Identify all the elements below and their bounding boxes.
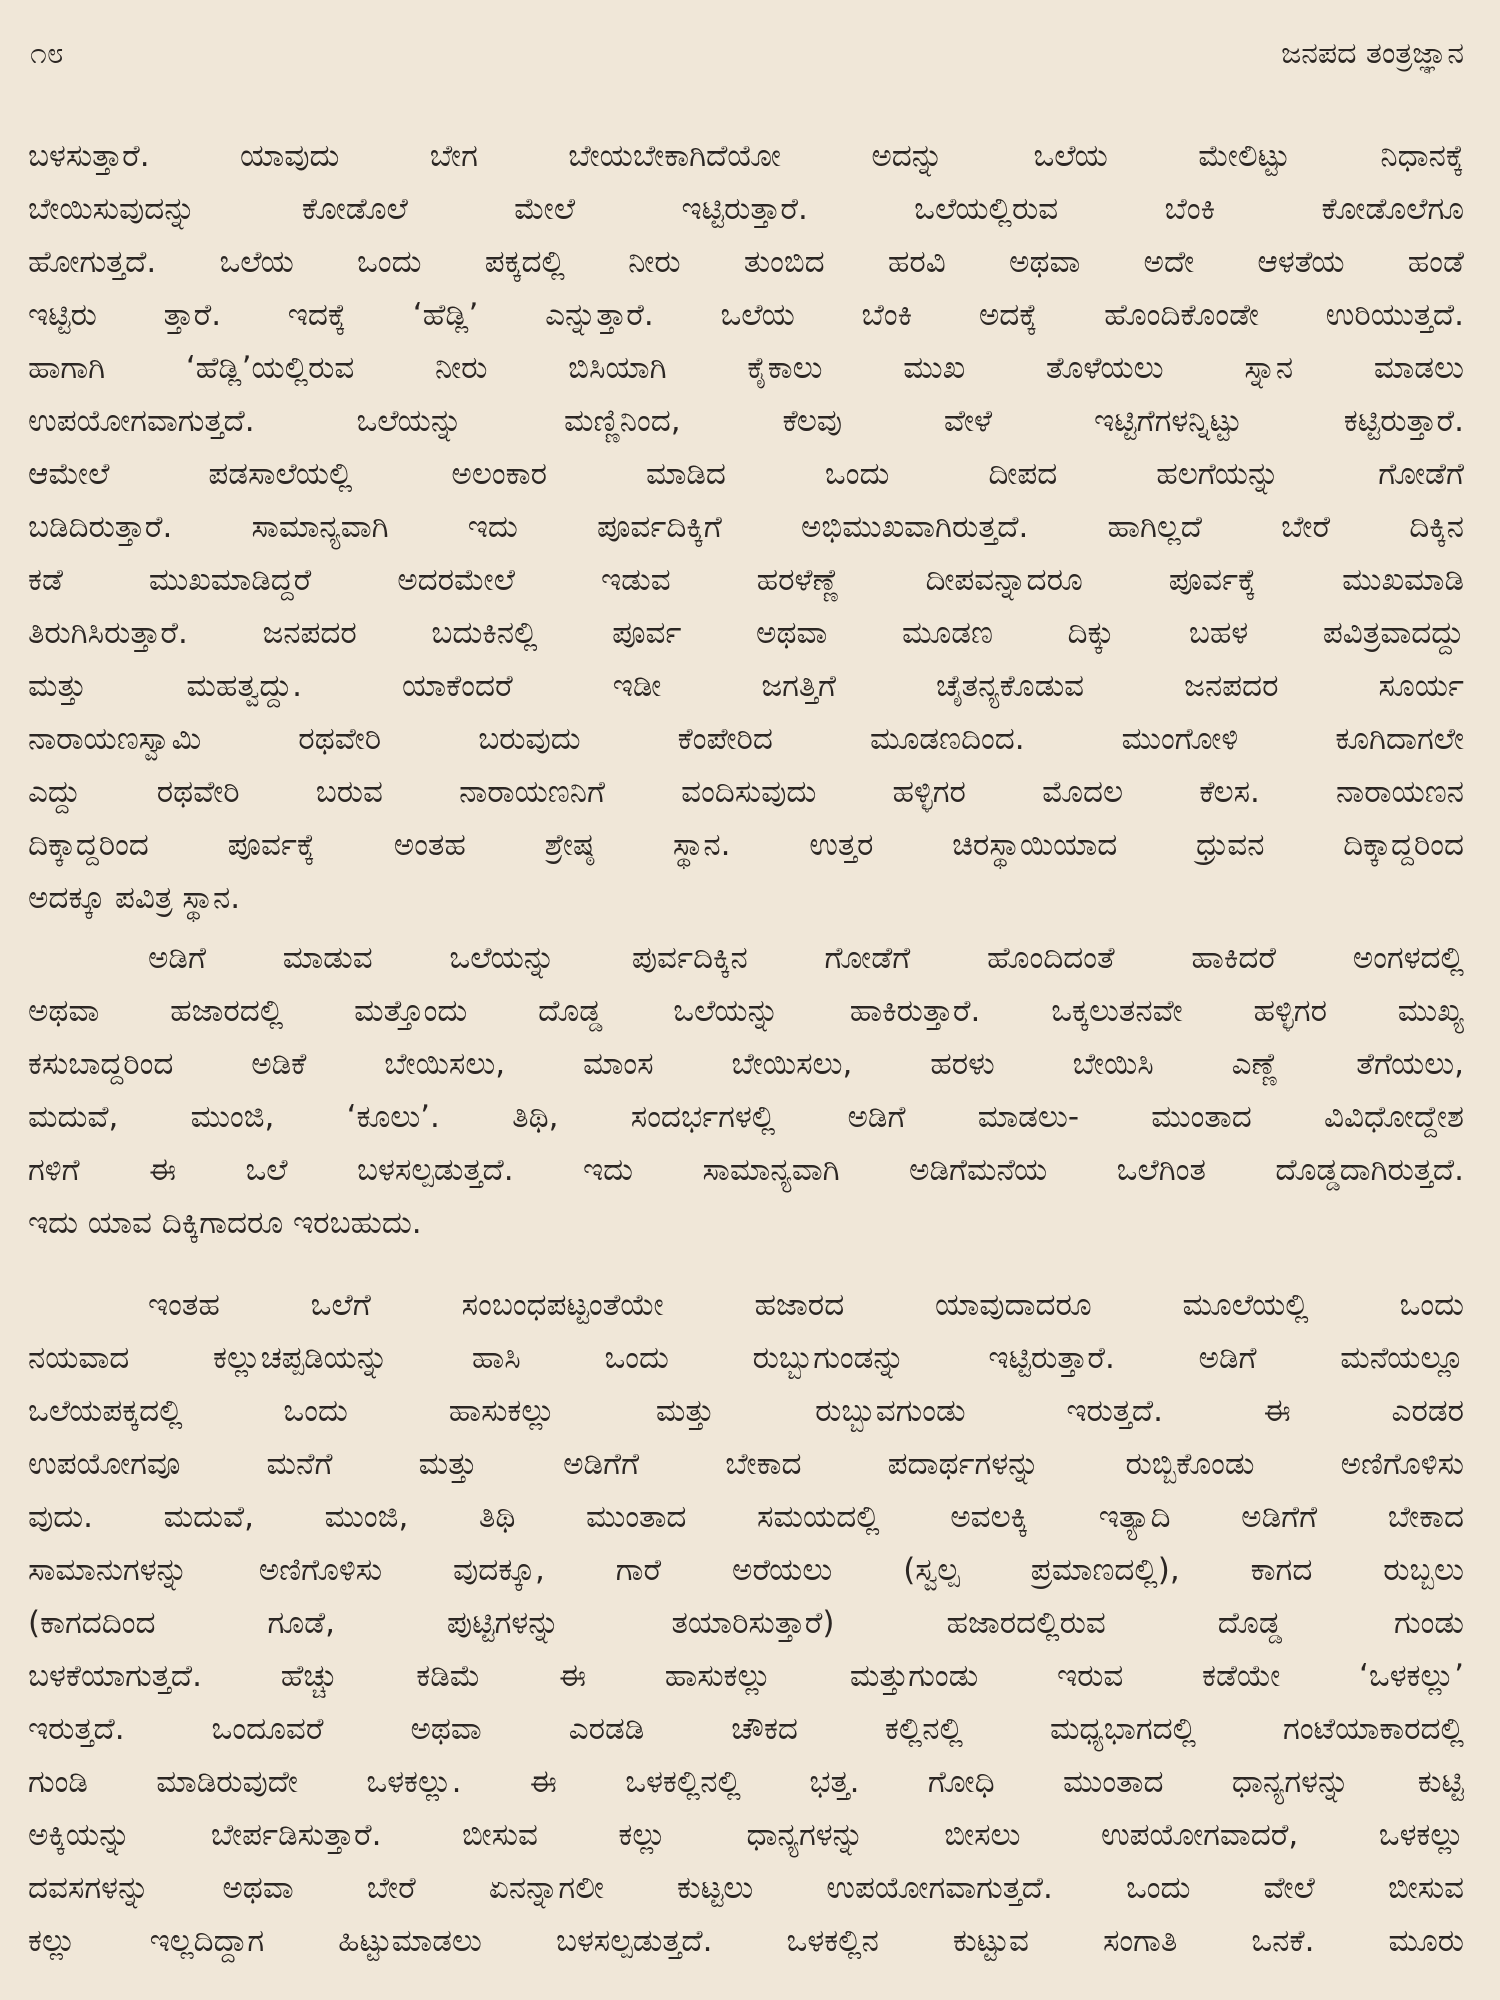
- text-line: ಬಡಿದಿರುತ್ತಾರೆ. ಸಾಮಾನ್ಯವಾಗಿ ಇದು ಪೂರ್ವದಿಕ್ಕಿಗೆ ಅಭಿಮುಖವಾಗಿರುತ್ತದೆ. ಹಾಗಿಲ್ಲದೆ ಬೇರೆ ದಿಕ್ಕಿನ: [28, 509, 1464, 545]
- text-line: ಬಳಕೆಯಾಗುತ್ತದೆ. ಹೆಚ್ಚು ಕಡಿಮೆ ಈ ಹಾಸುಕಲ್ಲು ಮತ್ತುಗುಂಡು ಇರುವ ಕಡೆಯೇ ‘ಒಳಕಲ್ಲು’: [28, 1658, 1464, 1694]
- text-line: ಉಪಯೋಗವೂ ಮನೆಗೆ ಮತ್ತು ಅಡಿಗೆಗೆ ಬೇಕಾದ ಪದಾರ್ಥಗಳನ್ನು ರುಬ್ಬಿಕೊಂಡು ಅಣಿಗೊಳಿಸು: [28, 1446, 1464, 1482]
- text-line: ಅದಕ್ಕೂ ಪವಿತ್ರ ಸ್ಥಾನ.: [28, 880, 241, 916]
- paragraph-3: [28, 1279, 1464, 1968]
- text-line: ನಾರಾಯಣಸ್ವಾಮಿ ರಥವೇರಿ ಬರುವುದು ಕೆಂಪೇರಿದ ಮೂಡಣದಿಂದ. ಮುಂಗೋಳಿ ಕೂಗಿದಾಗಲೇ: [28, 721, 1464, 757]
- text-line: ಎದ್ದು ರಥವೇರಿ ಬರುವ ನಾರಾಯಣನಿಗೆ ವಂದಿಸುವುದು ಹಳ್ಳಿಗರ ಮೊದಲ ಕೆಲಸ. ನಾರಾಯಣನ: [28, 774, 1464, 810]
- text-line: ವುದು. ಮದುವೆ, ಮುಂಜಿ, ತಿಥಿ ಮುಂತಾದ ಸಮಯದಲ್ಲಿ ಅವಲಕ್ಕಿ ಇತ್ಯಾದಿ ಅಡಿಗೆಗೆ ಬೇಕಾದ: [28, 1499, 1464, 1535]
- text-line: ಉಪಯೋಗವಾಗುತ್ತದೆ. ಒಲೆಯನ್ನು ಮಣ್ಣಿನಿಂದ, ಕೆಲವು ವೇಳೆ ಇಟ್ಟಿಗೆಗಳನ್ನಿಟ್ಟು ಕಟ್ಟಿರುತ್ತಾರೆ.: [28, 403, 1464, 439]
- text-line: ಇದು ಯಾವ ದಿಕ್ಕಿಗಾದರೂ ಇರಬಹುದು.: [28, 1205, 422, 1241]
- text-line: ಸಾಮಾನುಗಳನ್ನು ಅಣಿಗೊಳಿಸು ವುದಕ್ಕೂ, ಗಾರೆ ಅರೆಯಲು (ಸ್ವಲ್ಪ ಪ್ರಮಾಣದಲ್ಲಿ), ಕಾಗದ ರುಬ್ಬಲು: [28, 1552, 1464, 1588]
- text-line: ಅಥವಾ ಹಜಾರದಲ್ಲಿ ಮತ್ತೊಂದು ದೊಡ್ಡ ಒಲೆಯನ್ನು ಹಾಕಿರುತ್ತಾರೆ. ಒಕ್ಕಲುತನವೇ ಹಳ್ಳಿಗರ ಮುಖ್ಯ: [28, 993, 1464, 1029]
- text-line: ಅಕ್ಕಿಯನ್ನು ಬೇರ್ಪಡಿಸುತ್ತಾರೆ. ಬೀಸುವ ಕಲ್ಲು ಧಾನ್ಯಗಳನ್ನು ಬೀಸಲು ಉಪಯೋಗವಾದರೆ, ಒಳಕಲ್ಲು: [28, 1817, 1464, 1853]
- paragraph-1: [28, 130, 1464, 925]
- text-line: ಮದುವೆ, ಮುಂಜಿ, ‘ಕೂಲು’. ತಿಥಿ, ಸಂದರ್ಭಗಳಲ್ಲಿ ಅಡಿಗೆ ಮಾಡಲು- ಮುಂತಾದ ವಿವಿಧೋದ್ದೇಶ: [28, 1099, 1464, 1135]
- text-line: ಕಸುಬಾದ್ದರಿಂದ ಅಡಿಕೆ ಬೇಯಿಸಲು, ಮಾಂಸ ಬೇಯಿಸಲು, ಹರಳು ಬೇಯಿಸಿ ಎಣ್ಣೆ ತೆಗೆಯಲು,: [28, 1046, 1464, 1082]
- text-line: ಆಮೇಲೆ ಪಡಸಾಲೆಯಲ್ಲಿ ಅಲಂಕಾರ ಮಾಡಿದ ಒಂದು ದೀಪದ ಹಲಗೆಯನ್ನು ಗೋಡೆಗೆ: [28, 456, 1464, 492]
- text-line: ಹಾಗಾಗಿ ‘ಹೆಡ್ಲಿ’ಯಲ್ಲಿರುವ ನೀರು ಬಿಸಿಯಾಗಿ ಕೈಕಾಲು ಮುಖ ತೊಳೆಯಲು ಸ್ನಾನ ಮಾಡಲು: [28, 350, 1464, 386]
- text-line: (ಕಾಗದದಿಂದ ಗೂಡೆ, ಪುಟ್ಟಿಗಳನ್ನು ತಯಾರಿಸುತ್ತಾರೆ) ಹಜಾರದಲ್ಲಿರುವ ದೊಡ್ಡ ಗುಂಡು: [28, 1605, 1464, 1641]
- text-line: ಕಲ್ಲು ಇಲ್ಲದಿದ್ದಾಗ ಹಿಟ್ಟುಮಾಡಲು ಬಳಸಲ್ಪಡುತ್ತದೆ. ಒಳಕಲ್ಲಿನ ಕುಟ್ಟುವ ಸಂಗಾತಿ ಒನಕೆ. ಮೂರು: [28, 1923, 1464, 1959]
- text-line: ದಿಕ್ಕಾದ್ದರಿಂದ ಪೂರ್ವಕ್ಕೆ ಅಂತಹ ಶ್ರೇಷ್ಠ ಸ್ಥಾನ. ಉತ್ತರ ಚಿರಸ್ಥಾಯಿಯಾದ ಧ್ರುವನ ದಿಕ್ಕಾದ್ದರಿಂದ: [28, 827, 1464, 863]
- text-line: ಅಡಿಗೆ ಮಾಡುವ ಒಲೆಯನ್ನು ಪುರ್ವದಿಕ್ಕಿನ ಗೋಡೆಗೆ ಹೊಂದಿದಂತೆ ಹಾಕಿದರೆ ಅಂಗಳದಲ್ಲಿ: [148, 940, 1464, 976]
- text-line: ಬಳಸುತ್ತಾರೆ. ಯಾವುದು ಬೇಗ ಬೇಯಬೇಕಾಗಿದೆಯೋ ಅದನ್ನು ಒಲೆಯ ಮೇಲಿಟ್ಟು ನಿಧಾನಕ್ಕೆ: [28, 138, 1464, 174]
- page-number: ೧೮: [30, 36, 64, 71]
- text-line: ದವಸಗಳನ್ನು ಅಥವಾ ಬೇರೆ ಏನನ್ನಾಗಲೀ ಕುಟ್ಟಲು ಉಪಯೋಗವಾಗುತ್ತದೆ. ಒಂದು ವೇಲೆ ಬೀಸುವ: [28, 1870, 1464, 1906]
- text-line: ಇಟ್ಟಿರು ತ್ತಾರೆ. ಇದಕ್ಕೆ ‘ಹೆಡ್ಲಿ’ ಎನ್ನುತ್ತಾರೆ. ಒಲೆಯ ಬೆಂಕಿ ಅದಕ್ಕೆ ಹೊಂದಿಕೊಂಡೇ ಉರಿಯುತ್ತದೆ.: [28, 297, 1464, 333]
- text-line: ಗಳಿಗೆ ಈ ಒಲೆ ಬಳಸಲ್ಪಡುತ್ತದೆ. ಇದು ಸಾಮಾನ್ಯವಾಗಿ ಅಡಿಗೆಮನೆಯ ಒಲೆಗಿಂತ ದೊಡ್ಡದಾಗಿರುತ್ತದೆ.: [28, 1152, 1464, 1188]
- text-line: ಒಲೆಯಪಕ್ಕದಲ್ಲಿ ಒಂದು ಹಾಸುಕಲ್ಲು ಮತ್ತು ರುಬ್ಬುವಗುಂಡು ಇರುತ್ತದೆ. ಈ ಎರಡರ: [28, 1393, 1464, 1429]
- text-line: ನಯವಾದ ಕಲ್ಲುಚಪ್ಪಡಿಯನ್ನು ಹಾಸಿ ಒಂದು ರುಬ್ಬುಗುಂಡನ್ನು ಇಟ್ಟಿರುತ್ತಾರೆ. ಅಡಿಗೆ ಮನೆಯಲ್ಲೂ: [28, 1340, 1464, 1376]
- text-line: ಹೋಗುತ್ತದೆ. ಒಲೆಯ ಒಂದು ಪಕ್ಕದಲ್ಲಿ ನೀರು ತುಂಬಿದ ಹರವಿ ಅಥವಾ ಅದೇ ಆಳತೆಯ ಹಂಡೆ: [28, 244, 1464, 280]
- paragraph-2: [28, 932, 1464, 1250]
- text-line: ಬೇಯಿಸುವುದನ್ನು ಕೋಡೊಲೆ ಮೇಲೆ ಇಟ್ಟಿರುತ್ತಾರೆ. ಒಲೆಯಲ್ಲಿರುವ ಬೆಂಕಿ ಕೋಡೊಲೆಗೂ: [28, 191, 1464, 227]
- text-line: ಮತ್ತು ಮಹತ್ವದ್ದು. ಯಾಕೆಂದರೆ ಇಡೀ ಜಗತ್ತಿಗೆ ಚೈತನ್ಯಕೊಡುವ ಜನಪದರ ಸೂರ್ಯ: [28, 668, 1464, 704]
- running-title: ಜನಪದ ತಂತ್ರಜ್ಞಾನ: [1281, 36, 1464, 71]
- text-line: ಇರುತ್ತದೆ. ಒಂದೂವರೆ ಅಥವಾ ಎರಡಡಿ ಚೌಕದ ಕಲ್ಲಿನಲ್ಲಿ ಮಧ್ಯಭಾಗದಲ್ಲಿ ಗಂಟೆಯಾಕಾರದಲ್ಲಿ: [28, 1711, 1464, 1747]
- text-line: ತಿರುಗಿಸಿರುತ್ತಾರೆ. ಜನಪದರ ಬದುಕಿನಲ್ಲಿ ಪೂರ್ವ ಅಥವಾ ಮೂಡಣ ದಿಕ್ಕು ಬಹಳ ಪವಿತ್ರವಾದದ್ದು: [28, 615, 1464, 651]
- text-line: ಇಂತಹ ಒಲೆಗೆ ಸಂಬಂಧಪಟ್ಟಂತೆಯೇ ಹಜಾರದ ಯಾವುದಾದರೂ ಮೂಲೆಯಲ್ಲಿ ಒಂದು: [148, 1287, 1464, 1323]
- text-line: ಕಡೆ ಮುಖಮಾಡಿದ್ದರೆ ಅದರಮೇಲೆ ಇಡುವ ಹರಳೆಣ್ಣೆ ದೀಪವನ್ನಾದರೂ ಪೂರ್ವಕ್ಕೆ ಮುಖಮಾಡಿ: [28, 562, 1464, 598]
- text-line: ಗುಂಡಿ ಮಾಡಿರುವುದೇ ಒಳಕಲ್ಲು. ಈ ಒಳಕಲ್ಲಿನಲ್ಲಿ ಭತ್ತ. ಗೋಧಿ ಮುಂತಾದ ಧಾನ್ಯಗಳನ್ನು ಕುಟ್ಟಿ: [28, 1764, 1464, 1800]
